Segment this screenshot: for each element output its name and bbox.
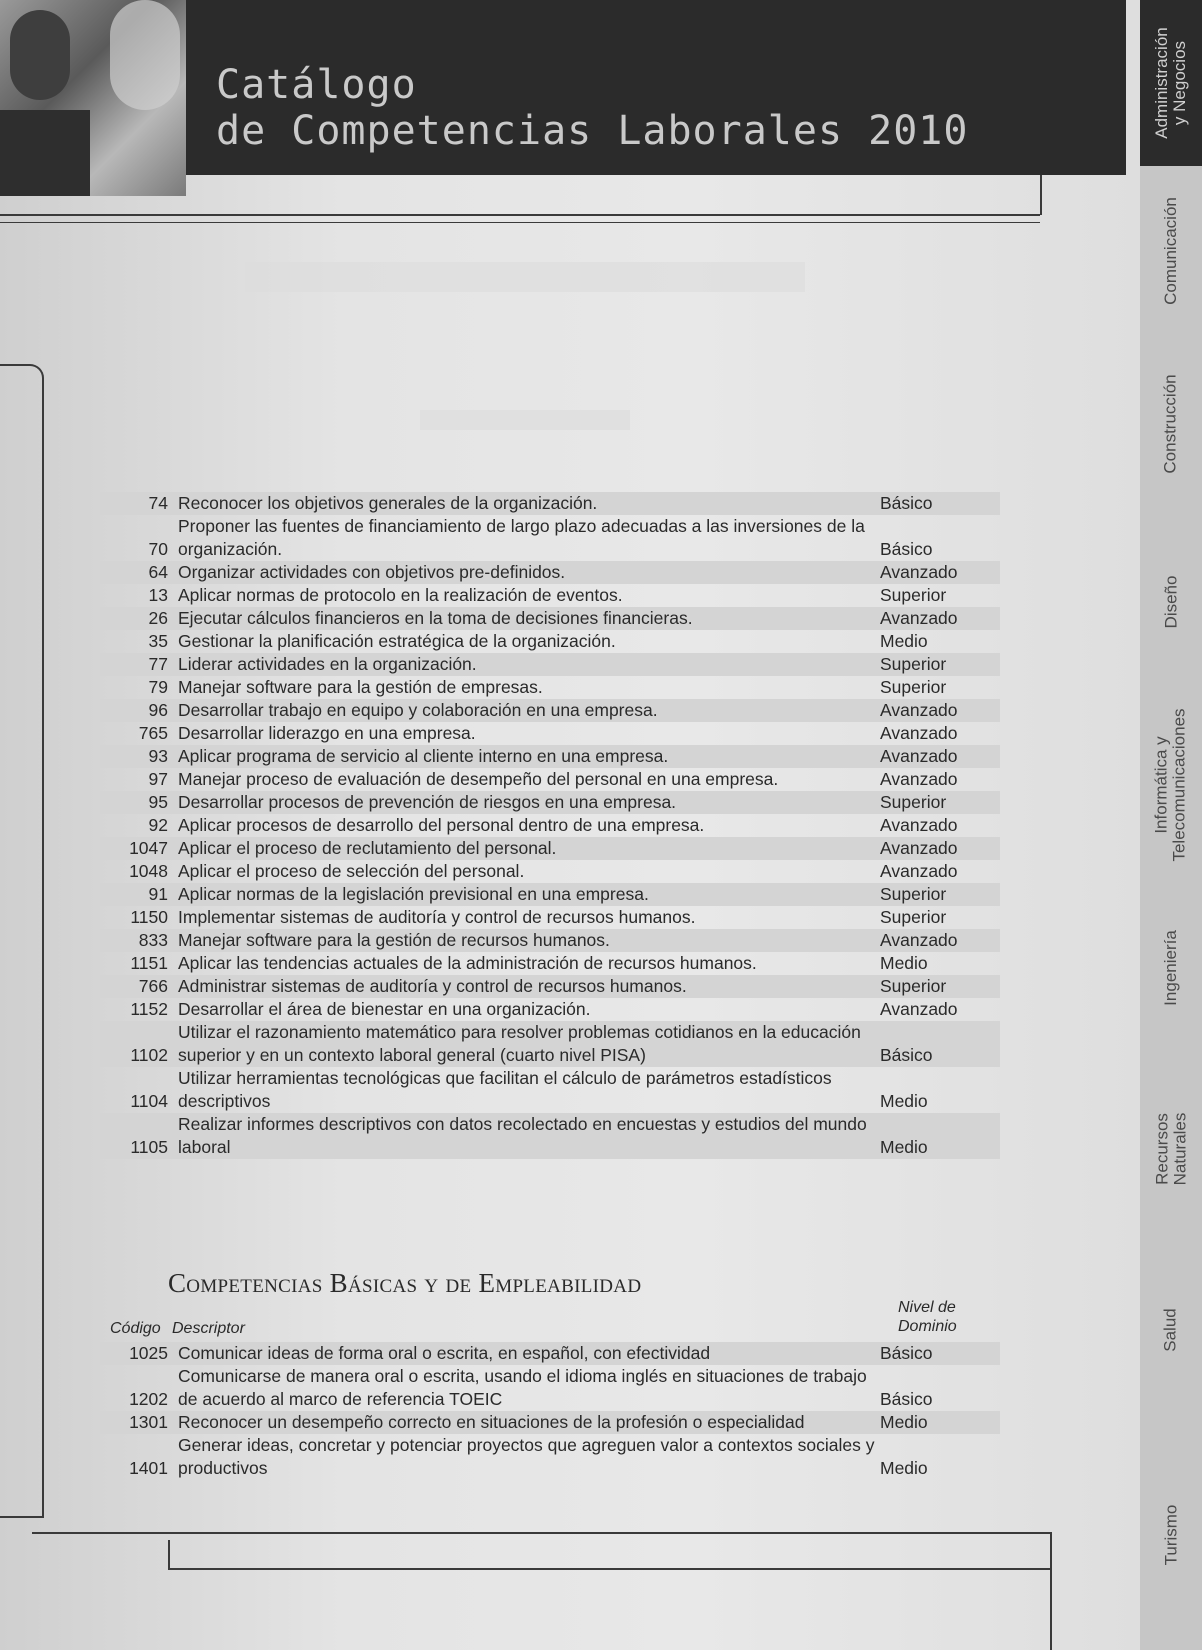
row-descriptor: Reconocer un desempeño correcto en situaciones de la profesión o especialidad [178, 1412, 805, 1432]
row-code: 79 [148, 677, 168, 697]
row-level: Medio [880, 1091, 928, 1111]
row-level: Superior [880, 585, 947, 605]
row-code: 13 [148, 585, 168, 605]
side-tab-label: Construcción [1161, 374, 1180, 474]
table-row [100, 952, 1000, 975]
row-level: Medio [880, 1412, 928, 1432]
row-descriptor: Reconocer los objetivos generales de la organización. [178, 493, 598, 513]
table-row [100, 745, 1000, 768]
row-level: Básico [880, 539, 933, 559]
bleed-through-subheading [420, 410, 630, 430]
row-level: Básico [880, 1343, 933, 1363]
row-descriptor: Aplicar el proceso de selección del personal. [178, 861, 525, 881]
title-line-2: de Competencias Laborales 2010 [216, 108, 969, 154]
row-level: Superior [880, 792, 947, 812]
table-row [100, 1113, 1000, 1159]
side-tab-recursos-naturales[interactable] [1140, 1058, 1202, 1240]
row-level: Avanzado [880, 815, 958, 835]
side-tab-turismo[interactable] [1140, 1420, 1202, 1650]
row-descriptor: Aplicar las tendencias actuales de la administración de recursos humanos. [178, 953, 757, 973]
row-descriptor: Gestionar la planificación estratégica de la organización. [178, 631, 616, 651]
side-tab-label: Ingeniería [1161, 930, 1180, 1006]
competency-table [100, 492, 1000, 1159]
header-rule-right [1040, 175, 1042, 215]
row-descriptor: Proponer las fuentes de financiamiento de largo plazo adecuadas a las inversiones de la organización. [178, 516, 865, 559]
row-code: 26 [148, 608, 168, 628]
table-row [100, 653, 1000, 676]
row-descriptor: Ejecutar cálculos financieros en la toma de decisiones financieras. [178, 608, 693, 628]
row-descriptor: Utilizar el razonamiento matemático para resolver problemas cotidianos en la educación superior y en un contexto laboral general (cuarto nivel PISA) [178, 1022, 861, 1065]
row-level: Avanzado [880, 723, 958, 743]
side-tab-informatica[interactable] [1140, 692, 1202, 878]
header-rule-bottom [0, 222, 1040, 223]
table-row [100, 768, 1000, 791]
row-descriptor: Manejar software para la gestión de empresas. [178, 677, 543, 697]
row-descriptor: Generar ideas, concretar y potenciar proyectos que agreguen valor a contextos sociales y productivos [178, 1435, 875, 1478]
row-code: 92 [148, 815, 168, 835]
row-code: 93 [148, 746, 168, 766]
row-code: 1047 [129, 838, 168, 858]
row-code: 74 [148, 493, 168, 513]
table-row [100, 975, 1000, 998]
row-code: 1151 [130, 953, 168, 973]
table-row [100, 1021, 1000, 1067]
section-title: Competencias Básicas y de Empleabilidad [168, 1268, 642, 1298]
header-photo [0, 0, 186, 196]
table-row [100, 883, 1000, 906]
row-code: 96 [148, 700, 168, 720]
row-level: Básico [880, 493, 933, 513]
side-tab-comunicacion[interactable] [1140, 166, 1202, 336]
row-code: 1102 [130, 1045, 168, 1065]
row-code: 95 [148, 792, 168, 812]
row-level: Superior [880, 907, 947, 927]
side-tab-label: Diseño [1160, 575, 1180, 629]
side-tab-construccion[interactable] [1140, 336, 1202, 512]
row-code: 1105 [130, 1137, 168, 1157]
table-row [100, 837, 1000, 860]
column-header-code: Código [110, 1320, 161, 1337]
side-tab-label: Recursos Naturales [1152, 1112, 1189, 1186]
row-descriptor: Desarrollar liderazgo en una empresa. [178, 723, 476, 743]
column-header-level: Nivel de Dominio [898, 1299, 957, 1335]
row-code: 1104 [130, 1091, 168, 1111]
row-code: 833 [138, 930, 168, 950]
side-tab-label: Salud [1160, 1308, 1180, 1352]
row-descriptor: Aplicar normas de protocolo en la realización de eventos. [178, 585, 623, 605]
table-row [100, 791, 1000, 814]
row-descriptor: Comunicar ideas de forma oral o escrita, en español, con efectividad [178, 1343, 711, 1363]
row-descriptor: Realizar informes descriptivos con datos recolectado en encuestas y estudios del mundo laboral [178, 1114, 867, 1157]
table-row [100, 1365, 1000, 1411]
table-row [100, 561, 1000, 584]
row-level: Avanzado [880, 700, 958, 720]
bleed-through-heading [245, 262, 805, 292]
footer-rule [32, 1532, 1052, 1534]
table-row [100, 906, 1000, 929]
row-level: Avanzado [880, 838, 958, 858]
table-row [100, 676, 1000, 699]
row-level: Avanzado [880, 930, 958, 950]
row-descriptor: Manejar software para la gestión de recursos humanos. [178, 930, 610, 950]
side-tab-label: Informática y Telecomunicaciones [1152, 708, 1190, 862]
row-level: Avanzado [880, 608, 958, 628]
row-code: 1301 [129, 1412, 168, 1432]
row-code: 1401 [129, 1458, 168, 1478]
row-descriptor: Manejar proceso de evaluación de desempeño del personal en una empresa. [178, 769, 779, 789]
title-line-1: Catálogo [216, 62, 417, 108]
row-code: 766 [138, 976, 168, 996]
row-descriptor: Aplicar procesos de desarrollo del personal dentro de una empresa. [178, 815, 705, 835]
row-code: 70 [148, 539, 168, 559]
row-code: 1025 [129, 1343, 168, 1363]
side-tab-diseno[interactable] [1140, 512, 1202, 692]
side-tab-salud[interactable] [1140, 1240, 1202, 1420]
footer-frame [168, 1540, 1052, 1570]
row-descriptor: Aplicar el proceso de reclutamiento del personal. [178, 838, 557, 858]
row-level: Avanzado [880, 769, 958, 789]
row-level: Medio [880, 1137, 928, 1157]
row-code: 77 [148, 654, 168, 674]
row-level: Superior [880, 654, 947, 674]
row-level: Superior [880, 884, 947, 904]
row-level: Básico [880, 1045, 933, 1065]
row-descriptor: Implementar sistemas de auditoría y control de recursos humanos. [178, 907, 696, 927]
table-row [100, 584, 1000, 607]
row-code: 1202 [129, 1389, 168, 1409]
left-margin-frame [0, 364, 44, 1518]
row-level: Superior [880, 677, 947, 697]
row-level: Superior [880, 976, 947, 996]
catalog-title [216, 62, 968, 154]
row-level: Medio [880, 1458, 928, 1478]
side-tab-administracion[interactable] [1140, 0, 1202, 166]
row-code: 64 [148, 562, 168, 582]
row-descriptor: Organizar actividades con objetivos pre-definidos. [178, 562, 566, 582]
footer-rule-right [1050, 1532, 1052, 1650]
row-code: 1152 [130, 999, 168, 1019]
row-level: Básico [880, 1389, 933, 1409]
row-descriptor: Desarrollar el área de bienestar en una organización. [178, 999, 591, 1019]
row-descriptor: Aplicar normas de la legislación previsional en una empresa. [178, 884, 649, 904]
row-code: 1048 [129, 861, 168, 881]
table-row [100, 1342, 1000, 1365]
row-descriptor: Liderar actividades en la organización. [178, 654, 477, 674]
table-row [100, 699, 1000, 722]
table-row [100, 1067, 1000, 1113]
row-level: Avanzado [880, 746, 958, 766]
row-code: 91 [148, 884, 168, 904]
row-code: 1150 [130, 907, 168, 927]
row-level: Medio [880, 631, 928, 651]
side-tab-ingenieria[interactable] [1140, 878, 1202, 1058]
table-row [100, 929, 1000, 952]
row-code: 35 [148, 631, 168, 651]
table-row [100, 607, 1000, 630]
column-header-descriptor: Descriptor [172, 1320, 245, 1337]
side-tab-label: Turismo [1160, 1504, 1180, 1566]
table-row [100, 515, 1000, 561]
row-level: Medio [880, 953, 928, 973]
row-descriptor: Utilizar herramientas tecnológicas que facilitan el cálculo de parámetros estadísticos descriptivos [178, 1068, 832, 1111]
row-descriptor: Aplicar programa de servicio al cliente interno en una empresa. [178, 746, 669, 766]
row-code: 765 [138, 723, 168, 743]
side-tab-label: Comunicación [1161, 197, 1181, 305]
row-level: Avanzado [880, 861, 958, 881]
row-descriptor: Comunicarse de manera oral o escrita, usando el idioma inglés en situaciones de trabajo de acuerdo al marco de referencia TOEIC [178, 1366, 867, 1409]
table-row [100, 722, 1000, 745]
table-row [100, 1434, 1000, 1480]
table-row [100, 492, 1000, 515]
row-descriptor: Desarrollar trabajo en equipo y colaboración en una empresa. [178, 700, 658, 720]
header-rule-top [0, 214, 1040, 216]
side-tab-label: Administración y Negocios [1152, 27, 1189, 139]
table-row [100, 860, 1000, 883]
row-level: Avanzado [880, 562, 958, 582]
row-descriptor: Desarrollar procesos de prevención de riesgos en una empresa. [178, 792, 677, 812]
table-row [100, 1411, 1000, 1434]
row-level: Avanzado [880, 999, 958, 1019]
title-banner [186, 0, 1126, 175]
row-descriptor: Administrar sistemas de auditoría y control de recursos humanos. [178, 976, 687, 996]
table-row [100, 630, 1000, 653]
row-code: 97 [148, 769, 168, 789]
table-row [100, 814, 1000, 837]
table-row [100, 998, 1000, 1021]
basic-competency-table [100, 1342, 1000, 1480]
